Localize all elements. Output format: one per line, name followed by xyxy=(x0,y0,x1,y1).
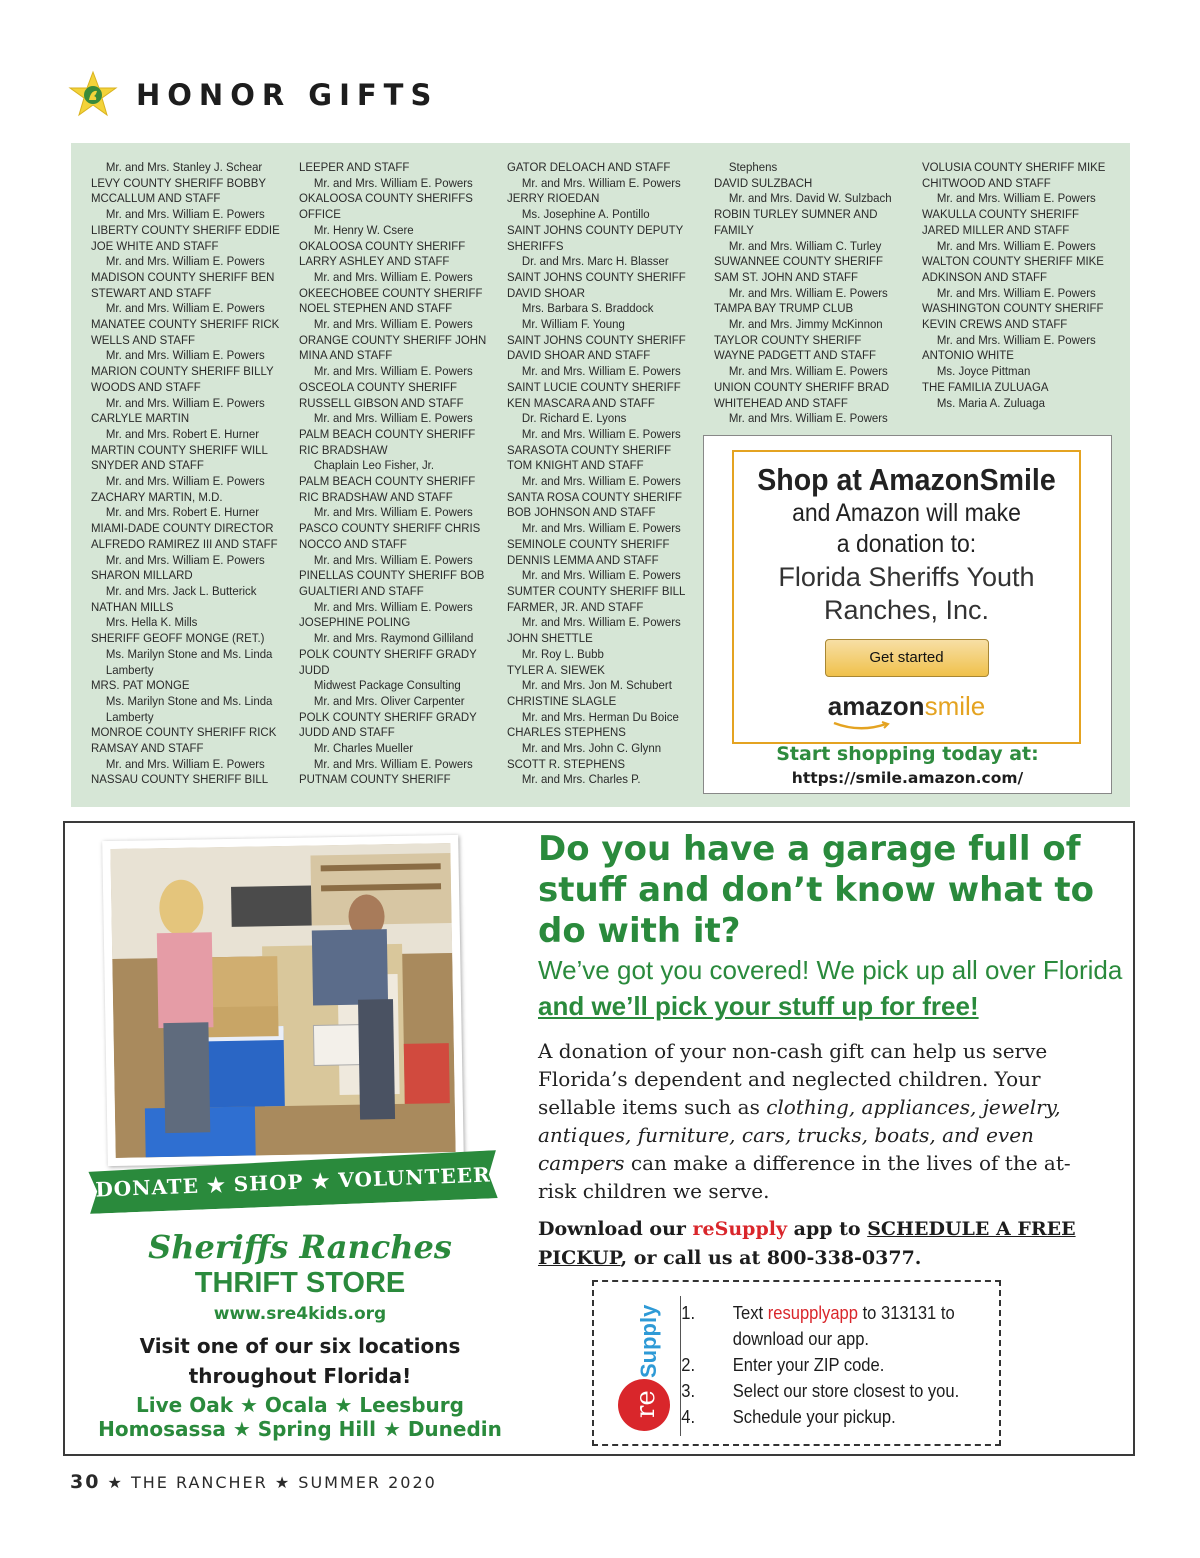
donor-line: Mr. and Mrs. Herman Du Boice xyxy=(521,709,679,724)
honoree-line: PUTNAM COUNTY SHERIFF xyxy=(299,772,451,787)
honor-column-4 xyxy=(714,160,900,427)
donor-line: Mr. Roy L. Bubb xyxy=(521,646,604,661)
donor-line: Mr. and Mrs. Jon M. Schubert xyxy=(521,678,672,693)
honoree-line: UNION COUNTY SHERIFF BRAD xyxy=(714,379,890,394)
honoree-line: MONROE COUNTY SHERIFF RICK xyxy=(91,725,277,740)
honoree-line: ZACHARY MARTIN, M.D. xyxy=(91,489,223,504)
donor-line: Stephens xyxy=(728,160,778,174)
honoree-line: RIC BRADSHAW xyxy=(299,442,388,457)
honor-column-2 xyxy=(299,160,485,788)
honoree-line: GATOR DELOACH AND STAFF xyxy=(507,160,671,174)
body-text-a: A donation of your non-cash gift can help us serve Florida’s dependent and neglected children. Your sellable items such as xyxy=(538,1039,1048,1119)
step-1-number: 1. xyxy=(681,1303,696,1323)
donor-line: Ms. Marilyn Stone and Ms. Linda xyxy=(105,693,273,708)
donor-line: Mr. and Mrs. Oliver Carpenter xyxy=(313,693,465,708)
honoree-line: JARED MILLER AND STAFF xyxy=(922,222,1070,237)
honoree-line: SEMINOLE COUNTY SHERIFF xyxy=(507,536,670,551)
donor-line: Mr. and Mrs. William E. Powers xyxy=(313,175,473,190)
amazon-line-2: a donation to: xyxy=(836,530,977,558)
amazon-org-2: Ranches, Inc. xyxy=(823,595,990,625)
honoree-line: WOODS AND STAFF xyxy=(91,379,201,394)
donor-line: Mr. and Mrs. William E. Powers xyxy=(521,521,681,536)
honoree-line: RUSSELL GIBSON AND STAFF xyxy=(299,395,464,410)
honoree-line: CHITWOOD AND STAFF xyxy=(922,175,1051,190)
honoree-line: JOSEPHINE POLING xyxy=(299,615,411,630)
donor-line: Mr. and Mrs. Robert E. Hurner xyxy=(105,426,260,441)
honoree-line: LIBERTY COUNTY SHERIFF EDDIE xyxy=(91,222,280,237)
amazon-cta: Start shopping today at: xyxy=(776,743,1039,765)
honoree-line: ROBIN TURLEY SUMNER AND xyxy=(714,207,878,222)
honoree-line: TAYLOR COUNTY SHERIFF xyxy=(714,332,862,347)
honoree-line: POLK COUNTY SHERIFF GRADY xyxy=(299,709,477,724)
download-a: Download our xyxy=(538,1218,693,1240)
donor-line: Mr. Charles Mueller xyxy=(313,741,414,756)
honoree-line: PINELLAS COUNTY SHERIFF BOB xyxy=(299,568,485,583)
donation-body-text xyxy=(538,1037,1108,1205)
honoree-line: LEEPER AND STAFF xyxy=(299,160,410,174)
honoree-line: NOEL STEPHEN AND STAFF xyxy=(299,301,453,316)
donor-line: Mr. and Mrs. William E. Powers xyxy=(313,599,473,614)
donor-line: Mr. and Mrs. William E. Powers xyxy=(936,332,1096,347)
donor-line: Lamberty xyxy=(105,662,154,677)
honoree-line: NOCCO AND STAFF xyxy=(299,536,407,551)
covered-text-free: and we’ll pick your stuff up for free! xyxy=(538,991,979,1021)
step-4-text: Schedule your pickup. xyxy=(732,1407,896,1427)
schedule-pickup-link[interactable]: SCHEDULE A FREE PICKUP xyxy=(538,1218,1076,1269)
donor-line: Dr. and Mrs. Marc H. Blasser xyxy=(521,254,669,269)
honoree-line: MARTIN COUNTY SHERIFF WILL xyxy=(91,442,268,457)
honoree-line: JOE WHITE AND STAFF xyxy=(91,238,219,253)
donor-line: Mrs. Barbara S. Braddock xyxy=(521,301,654,316)
donor-line: Mr. and Mrs. William E. Powers xyxy=(521,426,681,441)
honoree-line: SHERIFFS xyxy=(507,238,564,253)
download-c: , or call us at 800-338-0377. xyxy=(620,1247,922,1269)
honoree-line: PALM BEACH COUNTY SHERIFF xyxy=(299,474,476,489)
donor-line: Chaplain Leo Fisher, Jr. xyxy=(313,458,435,473)
honoree-line: BOB JOHNSON AND STAFF xyxy=(507,505,656,520)
donor-line: Mr. and Mrs. William C. Turley xyxy=(728,238,882,253)
honoree-line: NASSAU COUNTY SHERIFF BILL xyxy=(91,772,269,787)
donor-line: Mr. and Mrs. William E. Powers xyxy=(105,756,265,771)
resupply-logo-supply: Supply xyxy=(636,1304,661,1378)
honoree-line: JERRY RIOEDAN xyxy=(507,191,600,206)
donor-line: Mr. and Mrs. William E. Powers xyxy=(105,552,265,567)
resupply-app-name: reSupply xyxy=(692,1218,788,1240)
honoree-line: OKALOOSA COUNTY SHERIFF xyxy=(299,238,466,253)
honoree-line: OKEECHOBEE COUNTY SHERIFF xyxy=(299,285,483,300)
honoree-line: SAINT JOHNS COUNTY SHERIFF xyxy=(507,332,686,347)
covered-text xyxy=(538,952,1128,1024)
donor-line: Mr. and Mrs. William E. Powers xyxy=(313,411,473,426)
honoree-line: PALM BEACH COUNTY SHERIFF xyxy=(299,426,476,441)
honoree-line: SCOTT R. STEPHENS xyxy=(507,756,625,771)
honoree-line: FARMER, JR. AND STAFF xyxy=(507,599,644,614)
body-text-b: can make a difference in the lives of the at-risk children we serve. xyxy=(538,1151,1071,1203)
covered-text-a: We’ve got you covered! We pick up all over Florida xyxy=(538,955,1123,985)
donor-line: Mr. and Mrs. Jack L. Butterick xyxy=(105,583,257,598)
donor-line: Mr. and Mrs. William E. Powers xyxy=(105,348,265,363)
donor-line: Mr. and Mrs. Charles P. xyxy=(521,772,641,787)
visit-line-1: Visit one of our six locations xyxy=(139,1334,461,1358)
step-1-text-a: Text xyxy=(732,1303,768,1323)
honoree-line: DENNIS LEMMA AND STAFF xyxy=(507,552,659,567)
honoree-line: VOLUSIA COUNTY SHERIFF MIKE xyxy=(922,160,1106,174)
honoree-line: POLK COUNTY SHERIFF GRADY xyxy=(299,646,477,661)
donor-line: Dr. Richard E. Lyons xyxy=(521,411,627,426)
honoree-line: MADISON COUNTY SHERIFF BEN xyxy=(91,269,275,284)
donor-line: Mr. and Mrs. William E. Powers xyxy=(313,317,473,332)
honoree-line: THE FAMILIA ZULUAGA xyxy=(922,379,1049,394)
honoree-line: SNYDER AND STAFF xyxy=(91,458,204,473)
honoree-line: OKALOOSA COUNTY SHERIFFS xyxy=(299,191,473,206)
donor-line: Ms. Maria A. Zuluaga xyxy=(936,395,1045,410)
honoree-line: SAM ST. JOHN AND STAFF xyxy=(714,269,859,284)
honoree-line: KEVIN CREWS AND STAFF xyxy=(922,317,1068,332)
donor-line: Mrs. Hella K. Mills xyxy=(105,615,198,630)
donor-line: Mr. and Mrs. William E. Powers xyxy=(728,364,888,379)
honoree-line: RIC BRADSHAW AND STAFF xyxy=(299,489,453,504)
honoree-line: GUALTIERI AND STAFF xyxy=(299,583,424,598)
donor-line: Mr. and Mrs. Robert E. Hurner xyxy=(105,505,260,520)
donor-line: Ms. Josephine A. Pontillo xyxy=(521,207,650,222)
honoree-line: ANTONIO WHITE xyxy=(922,348,1014,363)
download-b: app to xyxy=(787,1218,868,1240)
footer-text: ★ THE RANCHER ★ SUMMER 2020 xyxy=(100,1473,437,1492)
donor-line: Mr. and Mrs. William E. Powers xyxy=(936,191,1096,206)
donor-line: Mr. and Mrs. William E. Powers xyxy=(313,364,473,379)
amazon-org-1: Florida Sheriffs Youth xyxy=(778,562,1035,592)
donor-line: Mr. and Mrs. William E. Powers xyxy=(521,615,681,630)
honoree-line: ALFREDO RAMIREZ III AND STAFF xyxy=(91,536,278,551)
honoree-line: MCCALLUM AND STAFF xyxy=(91,191,221,206)
donor-line: Mr. and Mrs. Stanley J. Schear xyxy=(105,160,263,174)
honoree-line: OSCEOLA COUNTY SHERIFF xyxy=(299,379,458,394)
amazon-smile-logo xyxy=(828,691,985,722)
honoree-line: LEVY COUNTY SHERIFF BOBBY xyxy=(91,175,266,190)
amazon-smile-link[interactable]: https://smile.amazon.com/ xyxy=(791,769,1024,787)
donor-line: Mr. and Mrs. William E. Powers xyxy=(521,175,681,190)
donor-line: Mr. and Mrs. William E. Powers xyxy=(313,756,473,771)
donor-line: Mr. and Mrs. William E. Powers xyxy=(313,505,473,520)
donor-line: Mr. and Mrs. William E. Powers xyxy=(936,285,1096,300)
store-locations xyxy=(65,1393,535,1441)
donor-line: Mr. and Mrs. William E. Powers xyxy=(313,552,473,567)
thrift-store-ad xyxy=(63,821,1135,1456)
honoree-line: MRS. PAT MONGE xyxy=(91,678,190,693)
honoree-line: WAKULLA COUNTY SHERIFF xyxy=(922,207,1079,222)
honoree-line: TYLER A. SIEWEK xyxy=(507,662,605,677)
donor-line: Mr. and Mrs. William E. Powers xyxy=(936,238,1096,253)
resupply-logo-re: re xyxy=(631,1390,661,1418)
step-4-number: 4. xyxy=(681,1407,696,1427)
garage-photo xyxy=(110,843,455,1158)
honoree-line: NATHAN MILLS xyxy=(91,599,174,614)
honoree-line: MIAMI-DADE COUNTY DIRECTOR xyxy=(91,521,274,536)
step-4 xyxy=(681,1404,974,1430)
honoree-line: TOM KNIGHT AND STAFF xyxy=(507,458,644,473)
honoree-line: WHITEHEAD AND STAFF xyxy=(714,395,848,410)
step-2-number: 2. xyxy=(681,1355,696,1375)
donor-line: Lamberty xyxy=(105,709,154,724)
donor-line: Mr. and Mrs. William E. Powers xyxy=(105,207,265,222)
sheriffs-ranches-script: Sheriffs Ranches xyxy=(148,1228,452,1266)
honoree-line: JUDD xyxy=(299,662,330,677)
donor-line: Mr. Henry W. Csere xyxy=(313,222,414,237)
donor-line: Mr. and Mrs. William E. Powers xyxy=(105,254,265,269)
donor-line: Mr. and Mrs. William E. Powers xyxy=(521,364,681,379)
resupply-steps-box xyxy=(592,1280,1001,1446)
donor-line: Midwest Package Consulting xyxy=(313,678,461,693)
step-2 xyxy=(681,1352,974,1378)
honoree-line: PASCO COUNTY SHERIFF CHRIS xyxy=(299,521,481,536)
amazon-smile-ad xyxy=(703,435,1112,794)
step-1-keyword: resupplyapp xyxy=(767,1303,858,1323)
honoree-line: DAVID SHOAR AND STAFF xyxy=(507,348,651,363)
honoree-line: CHRISTINE SLAGLE xyxy=(507,693,617,708)
honoree-line: WALTON COUNTY SHERIFF MIKE xyxy=(922,254,1104,269)
donor-line: Mr. and Mrs. William E. Powers xyxy=(105,301,265,316)
amazon-smile-card xyxy=(732,450,1081,744)
honoree-line: SAINT LUCIE COUNTY SHERIFF xyxy=(507,379,681,394)
get-started-button[interactable]: Get started xyxy=(825,639,989,677)
garage-photo-frame xyxy=(102,835,464,1166)
honoree-line: DAVID SULZBACH xyxy=(714,175,813,190)
thrift-store-title: THRIFT STORE xyxy=(194,1267,406,1299)
honoree-line: FAMILY xyxy=(714,222,754,237)
honoree-line: SUMTER COUNTY SHERIFF BILL xyxy=(507,583,686,598)
donor-line: Mr. and Mrs. Raymond Gilliland xyxy=(313,631,474,646)
page-number: 30 xyxy=(70,1471,101,1493)
honoree-line: DAVID SHOAR xyxy=(507,285,585,300)
donor-line: Mr. and Mrs. William E. Powers xyxy=(521,474,681,489)
honoree-line: SHERIFF GEOFF MONGE (RET.) xyxy=(91,631,265,646)
honoree-line: TAMPA BAY TRUMP CLUB xyxy=(714,301,854,316)
honoree-line: WAYNE PADGETT AND STAFF xyxy=(714,348,877,363)
step-3-number: 3. xyxy=(681,1381,696,1401)
page-title: HONOR GIFTS xyxy=(136,78,439,112)
donor-line: Mr. and Mrs. William E. Powers xyxy=(521,568,681,583)
donor-line: Mr. and Mrs. William E. Powers xyxy=(728,411,888,426)
download-app-text xyxy=(538,1215,1128,1273)
honoree-line: RAMSAY AND STAFF xyxy=(91,741,204,756)
page-header xyxy=(68,68,438,122)
donor-line: Mr. and Mrs. William E. Powers xyxy=(728,285,888,300)
donor-line: Mr. and Mrs. David W. Sulzbach xyxy=(728,191,892,206)
honoree-line: JUDD AND STAFF xyxy=(299,725,395,740)
pickup-steps-list xyxy=(681,1300,974,1430)
step-3-text: Select our store closest to you. xyxy=(732,1381,960,1401)
star-badge-icon xyxy=(68,70,118,120)
honoree-line: ORANGE COUNTY SHERIFF JOHN xyxy=(299,332,487,347)
amazon-smile-arrow-icon xyxy=(832,721,892,731)
donor-line: Mr. and Mrs. William E. Powers xyxy=(105,474,265,489)
honoree-line: SAINT JOHNS COUNTY SHERIFF xyxy=(507,269,686,284)
honoree-line: SANTA ROSA COUNTY SHERIFF xyxy=(507,489,682,504)
honoree-line: WELLS AND STAFF xyxy=(91,332,196,347)
honoree-line: OFFICE xyxy=(299,207,341,222)
donor-line: Mr. and Mrs. William E. Powers xyxy=(105,395,265,410)
honoree-line: SHARON MILLARD xyxy=(91,568,193,583)
honor-column-3 xyxy=(507,160,693,788)
honoree-line: SARASOTA COUNTY SHERIFF xyxy=(507,442,672,457)
step-2-text: Enter your ZIP code. xyxy=(732,1355,885,1375)
donor-line: Ms. Joyce Pittman xyxy=(936,364,1031,379)
honoree-line: MINA AND STAFF xyxy=(299,348,393,363)
honoree-line: MARION COUNTY SHERIFF BILLY xyxy=(91,364,274,379)
donor-line: Mr. and Mrs. Jimmy McKinnon xyxy=(728,317,883,332)
smile-logo-word: smile xyxy=(924,691,986,721)
honor-column-1 xyxy=(91,160,280,788)
donor-line: Mr. and Mrs. William E. Powers xyxy=(313,269,473,284)
banner-label: DONATE ★ SHOP ★ VOLUNTEER xyxy=(94,1162,492,1202)
honoree-line: STEWART AND STAFF xyxy=(91,285,212,300)
honoree-line: KEN MASCARA AND STAFF xyxy=(507,395,655,410)
honoree-line: CHARLES STEPHENS xyxy=(507,725,626,740)
thrift-store-link[interactable]: www.sre4kids.org xyxy=(213,1304,387,1324)
honoree-line: ADKINSON AND STAFF xyxy=(922,269,1047,284)
locations-line-2: Homosassa ★ Spring Hill ★ Dunedin xyxy=(98,1417,502,1441)
locations-line-1: Live Oak ★ Ocala ★ Leesburg xyxy=(136,1393,464,1417)
honoree-line: SAINT JOHNS COUNTY DEPUTY xyxy=(507,222,684,237)
step-1 xyxy=(681,1300,974,1352)
step-1-text-b: to 313131 to download our app. xyxy=(732,1303,955,1349)
body-text-items: clothing, appliances, jewelry, antiques, furniture, cars, trucks, boats, and even campers xyxy=(538,1095,1061,1175)
amazon-logo-word: amazon xyxy=(827,691,925,721)
amazon-line-1: and Amazon will make xyxy=(792,499,1021,527)
honoree-line: CARLYLE MARTIN xyxy=(91,411,190,426)
visit-line-2: throughout Florida! xyxy=(188,1364,412,1388)
garage-headline: Do you have a garage full of stuff and don’t know what to do with it? xyxy=(538,829,1094,951)
honoree-line: MANATEE COUNTY SHERIFF RICK xyxy=(91,317,280,332)
donor-line: Mr. William F. Young xyxy=(521,317,625,332)
visit-locations-text xyxy=(65,1331,535,1391)
page-footer xyxy=(70,1471,437,1493)
donor-line: Ms. Marilyn Stone and Ms. Linda xyxy=(105,646,273,661)
honoree-line: SUWANNEE COUNTY SHERIFF xyxy=(714,254,884,269)
resupply-logo-icon xyxy=(602,1290,672,1440)
honoree-line: JOHN SHETTLE xyxy=(507,631,593,646)
amazon-title: Shop at AmazonSmile xyxy=(757,462,1056,497)
honoree-line: LARRY ASHLEY AND STAFF xyxy=(299,254,450,269)
donor-line: Mr. and Mrs. John C. Glynn xyxy=(521,741,662,756)
honoree-line: WASHINGTON COUNTY SHERIFF xyxy=(922,301,1104,316)
honor-column-5 xyxy=(922,160,1108,411)
step-3 xyxy=(681,1378,974,1404)
